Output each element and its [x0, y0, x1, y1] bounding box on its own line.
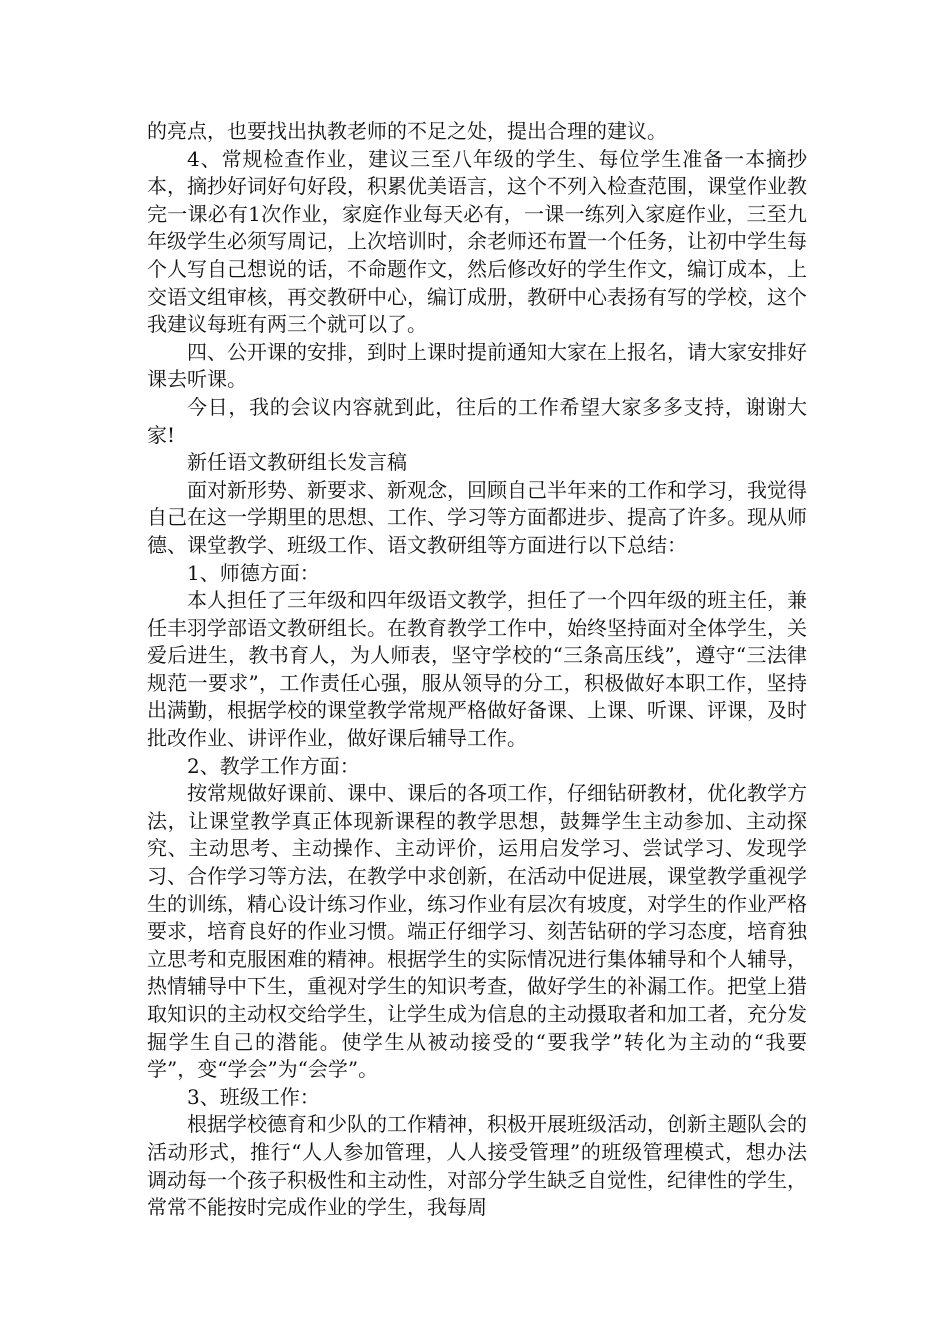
section-heading: 1、师德方面：: [187, 560, 320, 585]
paragraph: 四、公开课的安排，到时上课时提前通知大家在上报名，请大家安排好课去听课。: [147, 339, 807, 392]
paragraph: 根据学校德育和少队的工作精神，积极开展班级活动，创新主题队会的活动形式，推行“人人参加管理，人人接受管理”的班级管理模式，想办法调动每一个孩子积极性和主动性，对部分学生缺乏自觉性，纪律性的学生，常常不能按时完成作业的学生，我每周: [147, 1112, 807, 1220]
paragraph: 今日，我的会议内容就到此，往后的工作希望大家多多支持，谢谢大家!: [147, 394, 807, 447]
document-page: [147, 118, 807, 1222]
section-heading: 2、教学工作方面：: [187, 753, 360, 778]
paragraph: 按常规做好课前、课中、课后的各项工作，仔细钻研教材，优化教学方法，让课堂教学真正体现新课程的教学思想，鼓舞学生主动参加、主动探究、主动思考、主动操作、主动评价，运用启发学习、尝试学习、发现学习、合作学习等方法，在教学中求创新，在活动中促进展，课堂教学重视学生的训练，精心设计练习作业，练习作业有层次有坡度，对学生的作业严格要求，培育良好的作业习惯。端正仔细学习、刻苦钻研的学习态度，培育独立思考和克服困难的精神。根据学生的实际情况进行集体辅导和个人辅导，热情辅导中下生，重视对学生的知识考查，做好学生的补漏工作。把堂上猎取知识的主动权交给学生，让学生成为信息的主动摄取者和加工者，充分发掘学生自己的潜能。使学生从被动接受的“要我学”转化为主动的“我要学”，变“学会”为“会学”。: [147, 781, 807, 1082]
paragraph: 的亮点，也要找出执教老师的不足之处，提出合理的建议。: [147, 119, 667, 143]
section-title: 新任语文教研组长发言稿: [187, 450, 407, 475]
paragraph: 面对新形势、新要求、新观念，回顾自己半年来的工作和学习，我觉得自己在这一学期里的思想、工作、学习等方面都进步、提高了许多。现从师德、课堂教学、班级工作、语文教研组等方面进行以下总结：: [147, 477, 807, 557]
paragraph: 4、常规检查作业，建议三至八年级的学生、每位学生准备一本摘抄本，摘抄好词好句好段，积累优美语言，这个不列入检查范围，课堂作业教完一课必有1次作业，家庭作业每天必有，一课一练列入家庭作业，三至九年级学生必须写周记，上次培训时，余老师还布置一个任务，让初中学生每个人写自己想说的话，不命题作文，然后修改好的学生作文，编订成本，上交语文组审核，再交教研中心，编订成册，教研中心表扬有写的学校，这个我建议每班有两三个就可以了。: [147, 146, 807, 337]
section-heading: 3、班级工作：: [187, 1084, 320, 1109]
paragraph: 本人担任了三年级和四年级语文教学，担任了一个四年级的班主任，兼任丰羽学部语文教研组长。在教育教学工作中，始终坚持面对全体学生，关爱后进生，教书育人，为人师表，坚守学校的“三条高压线”，遵守“三法律规范一要求”，工作责任心强，服从领导的分工，积极做好本职工作，坚持出满勤，根据学校的课堂教学常规严格做好备课、上课、听课、评课，及时批改作业、讲评作业，做好课后辅导工作。: [147, 588, 807, 751]
